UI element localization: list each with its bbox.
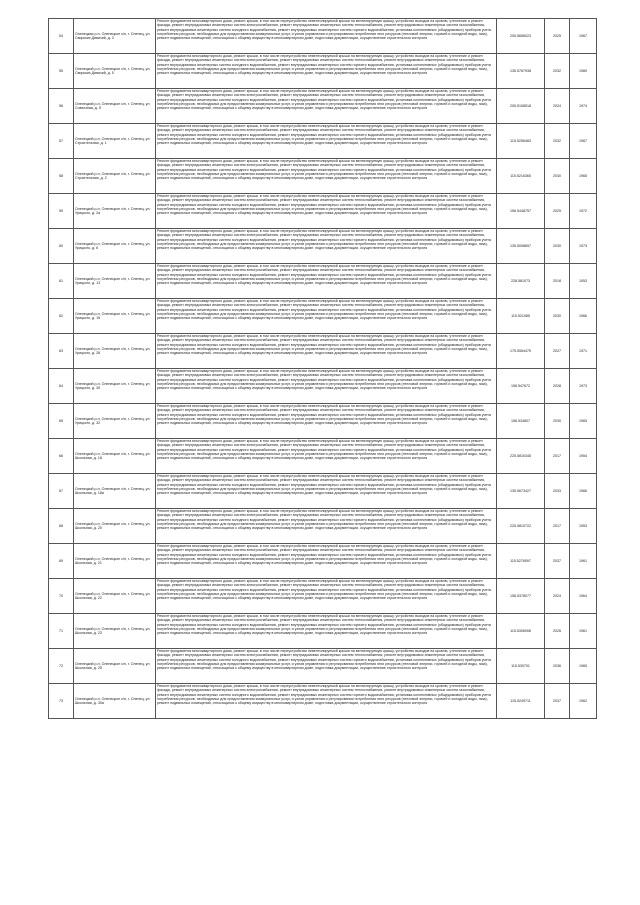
- year-a: 2024: [545, 89, 570, 124]
- table-row: [49, 369, 597, 404]
- address-cell: Оленецкий р-н, Оленецкое с/п, г. Оленец, ул. Совхозная, д. 5: [74, 89, 156, 124]
- works-cell: [156, 474, 497, 509]
- address-cell: Оленецкий р-н, Оленецкое с/п, г. Оленец, ул. Школьная, д. 23: [74, 614, 156, 649]
- year-b: 1965: [570, 404, 597, 439]
- address-cell: Оленецкий р-н, Оленецкое с/п, г. Оленец, ул. Урицкого, д. 6: [74, 229, 156, 264]
- works-cell: [156, 54, 497, 89]
- cadastral-value: 115.5256483: [497, 124, 545, 159]
- address-cell: Оленецкий р-н, Оленецкое с/п, г. Оленец, ул. Школьная, д. 25: [74, 649, 156, 684]
- row-number: 55: [49, 54, 74, 89]
- table-row: [49, 299, 597, 334]
- table-row: [49, 439, 597, 474]
- works-cell: [156, 229, 497, 264]
- year-b: 1973: [570, 229, 597, 264]
- year-b: 1967: [570, 19, 597, 54]
- year-b: 1966: [570, 474, 597, 509]
- year-b: 1962: [570, 684, 597, 719]
- year-a: 2017: [545, 509, 570, 544]
- year-b: 1973: [570, 369, 597, 404]
- table-row: [49, 124, 597, 159]
- works-text: Ремонт фундамента многоквартирного дома, ремонт крыши, в том числе переустройство невентилируемой крыши на вентилируемую крышу, устройство выходов на кровлю, утепление и ремонт фасада, ремонт внутридомовых инженерных систем электроснабжения, ремонт внутридомовых инженерных систем теплоснабжения, ремонт внутридомовых инженерных систем газоснабжения, ремонт внутридомовых инженерных систем холодного водоснабжения, ремонт внутридомовых инженерных систем горячего водоснабжения, установка коллективных (общедомовых) приборов учета потребления ресурсов, необходимых для предоставления коммунальных услуг, и узлов управления и регулирования потребления этих ресурсов (тепловой энергии, горячей и холодной воды, газа), ремонт подвальных помещений, относящихся к общему имуществу в многоквартирном доме, подготовка документации, осуществление строительного контроля: [157, 89, 491, 111]
- cadastral-value: 115.5306908: [497, 614, 545, 649]
- cadastral-value: 135.5767938: [497, 54, 545, 89]
- year-b: 1961: [570, 614, 597, 649]
- works-text: Ремонт фундамента многоквартирного дома, ремонт крыши, в том числе переустройство невентилируемой крыши на вентилируемую крышу, устройство выходов на кровлю, утепление и ремонт фасада, ремонт внутридомовых инженерных систем электроснабжения, ремонт внутридомовых инженерных систем теплоснабжения, ремонт внутридомовых инженерных систем газоснабжения, ремонт внутридомовых инженерных систем холодного водоснабжения, ремонт внутридомовых инженерных систем горячего водоснабжения, установка коллективных (общедомовых) приборов учета потребления ресурсов, необходимых для предоставления коммунальных услуг, и узлов управления и регулирования потребления этих ресурсов (тепловой энергии, горячей и холодной воды, газа), ремонт подвальных помещений, относящихся к общему имуществу в многоквартирном доме, подготовка документации, осуществление строительного контроля: [157, 614, 491, 636]
- cadastral-value: 175.5554475: [497, 334, 545, 369]
- row-number: 70: [49, 579, 74, 614]
- year-a: 2025: [545, 19, 570, 54]
- works-text: Ремонт фундамента многоквартирного дома, ремонт крыши, в том числе переустройство невентилируемой крыши на вентилируемую крышу, устройство выходов на кровлю, утепление и ремонт фасада, ремонт внутридомовых инженерных систем электроснабжения, ремонт внутридомовых инженерных систем теплоснабжения, ремонт внутридомовых инженерных систем газоснабжения, ремонт внутридомовых инженерных систем холодного водоснабжения, ремонт внутридомовых инженерных систем горячего водоснабжения, установка коллективных (общедомовых) приборов учета потребления ресурсов, необходимых для предоставления коммунальных услуг, и узлов управления и регулирования потребления этих ресурсов (тепловой энергии, горячей и холодной воды, газа), ремонт подвальных помещений, относящихся к общему имуществу в многоквартирном доме, подготовка документации, осуществление строительного контроля: [157, 649, 491, 671]
- row-number: 58: [49, 159, 74, 194]
- year-b: 1964: [570, 579, 597, 614]
- cadastral-value: 115.530701: [497, 649, 545, 684]
- address-cell: Оленецкий р-н, Оленецкое с/п, г. Оленец, ул. Школьная, д. 21: [74, 544, 156, 579]
- cadastral-value: 115.5216365: [497, 159, 545, 194]
- works-cell: [156, 579, 497, 614]
- year-a: 2036: [545, 649, 570, 684]
- row-number: 64: [49, 369, 74, 404]
- works-text: Ремонт фундамента многоквартирного дома, ремонт крыши, в том числе переустройство невентилируемой крыши на вентилируемую крышу, устройство выходов на кровлю, утепление и ремонт фасада, ремонт внутридомовых инженерных систем электроснабжения, ремонт внутридомовых инженерных систем теплоснабжения, ремонт внутридомовых инженерных систем газоснабжения, ремонт внутридомовых инженерных систем холодного водоснабжения, ремонт внутридомовых инженерных систем горячего водоснабжения, установка коллективных (общедомовых) приборов учета потребления ресурсов, необходимых для предоставления коммунальных услуг, и узлов управления и регулирования потребления этих ресурсов (тепловой энергии, горячей и холодной воды, газа), ремонт подвальных помещений, относящихся к общему имуществу в многоквартирном доме, подготовка документации, осуществление строительного контроля: [157, 334, 491, 356]
- cadastral-value: 156.547672: [497, 369, 545, 404]
- capital-repair-table: [48, 18, 597, 719]
- address-cell: Оленецкий р-н, Оленецкое с/п, г. Оленец, ул. Школьная, д. 18а: [74, 474, 156, 509]
- year-a: 2028: [545, 369, 570, 404]
- cadastral-value: 205.5656023: [497, 19, 545, 54]
- cadastral-value: 228.581073: [497, 264, 545, 299]
- table-row: [49, 264, 597, 299]
- address-cell: Оленецкий р-н, Оленецкое с/п, г. Оленец, ул. Урицкого, д. 15: [74, 299, 156, 334]
- cadastral-value: 205.5108518: [497, 89, 545, 124]
- works-cell: [156, 614, 497, 649]
- works-cell: [156, 649, 497, 684]
- address-cell: Оленецкий р-н, Оленецкое с/п, г. Оленец, ул. Урицкого, д. 2а: [74, 194, 156, 229]
- works-cell: [156, 299, 497, 334]
- works-text: Ремонт фундамента многоквартирного дома, ремонт крыши, в том числе переустройство невентилируемой крыши на вентилируемую крышу, устройство выходов на кровлю, утепление и ремонт фасада, ремонт внутридомовых инженерных систем электроснабжения, ремонт внутридомовых инженерных систем теплоснабжения, ремонт внутридомовых инженерных систем газоснабжения, ремонт внутридомовых инженерных систем холодного водоснабжения, ремонт внутридомовых инженерных систем горячего водоснабжения, установка коллективных (общедомовых) приборов учета потребления ресурсов, необходимых для предоставления коммунальных услуг, и узлов управления и регулирования потребления этих ресурсов (тепловой энергии, горячей и холодной воды, газа), ремонт подвальных помещений, относящихся к общему имуществу в многоквартирном доме, подготовка документации, осуществление строительного контроля: [157, 19, 491, 41]
- row-number: 54: [49, 19, 74, 54]
- year-a: 2030: [545, 299, 570, 334]
- address-cell: Оленецкий р-н, Оленецкое с/п, г. Оленец, ул. Школьная, д. 30а: [74, 684, 156, 719]
- cadastral-value: 115.5276597: [497, 544, 545, 579]
- works-text: Ремонт фундамента многоквартирного дома, ремонт крыши, в том числе переустройство невентилируемой крыши на вентилируемую крышу, устройство выходов на кровлю, утепление и ремонт фасада, ремонт внутридомовых инженерных систем электроснабжения, ремонт внутридомовых инженерных систем теплоснабжения, ремонт внутридомовых инженерных систем газоснабжения, ремонт внутридомовых инженерных систем холодного водоснабжения, ремонт внутридомовых инженерных систем горячего водоснабжения, установка коллективных (общедомовых) приборов учета потребления ресурсов, необходимых для предоставления коммунальных услуг, и узлов управления и регулирования потребления этих ресурсов (тепловой энергии, горячей и холодной воды, газа), ремонт подвальных помещений, относящихся к общему имуществу в многоквартирном доме, подготовка документации, осуществление строительного контроля: [157, 474, 491, 496]
- works-text: Ремонт фундамента многоквартирного дома, ремонт крыши, в том числе переустройство невентилируемой крыши на вентилируемую крышу, устройство выходов на кровлю, утепление и ремонт фасада, ремонт внутридомовых инженерных систем электроснабжения, ремонт внутридомовых инженерных систем теплоснабжения, ремонт внутридомовых инженерных систем газоснабжения, ремонт внутридомовых инженерных систем холодного водоснабжения, ремонт внутридомовых инженерных систем горячего водоснабжения, установка коллективных (общедомовых) приборов учета потребления ресурсов, необходимых для предоставления коммунальных услуг, и узлов управления и регулирования потребления этих ресурсов (тепловой энергии, горячей и холодной воды, газа), ремонт подвальных помещений, относящихся к общему имуществу в многоквартирном доме, подготовка документации, осуществление строительного контроля: [157, 369, 491, 391]
- year-b: 1965: [570, 649, 597, 684]
- year-a: 2032: [545, 54, 570, 89]
- row-number: 72: [49, 649, 74, 684]
- table-row: [49, 334, 597, 369]
- row-number: 69: [49, 544, 74, 579]
- year-a: 2017: [545, 439, 570, 474]
- year-a: 2037: [545, 544, 570, 579]
- works-cell: [156, 194, 497, 229]
- year-a: 2030: [545, 229, 570, 264]
- cadastral-value: 225.5810345: [497, 439, 545, 474]
- works-text: Ремонт фундамента многоквартирного дома, ремонт крыши, в том числе переустройство невентилируемой крыши на вентилируемую крышу, устройство выходов на кровлю, утепление и ремонт фасада, ремонт внутридомовых инженерных систем электроснабжения, ремонт внутридомовых инженерных систем теплоснабжения, ремонт внутридомовых инженерных систем газоснабжения, ремонт внутридомовых инженерных систем холодного водоснабжения, ремонт внутридомовых инженерных систем горячего водоснабжения, установка коллективных (общедомовых) приборов учета потребления ресурсов, необходимых для предоставления коммунальных услуг, и узлов управления и регулирования потребления этих ресурсов (тепловой энергии, горячей и холодной воды, газа), ремонт подвальных помещений, относящихся к общему имуществу в многоквартирном доме, подготовка документации, осуществление строительного контроля: [157, 509, 491, 531]
- address-cell: Оленецкий р-н, Оленецкое с/п, г. Оленец, ул. Урицкого, д. 13: [74, 264, 156, 299]
- table-row: [49, 614, 597, 649]
- works-text: Ремонт фундамента многоквартирного дома, ремонт крыши, в том числе переустройство невентилируемой крыши на вентилируемую крышу, устройство выходов на кровлю, утепление и ремонт фасада, ремонт внутридомовых инженерных систем электроснабжения, ремонт внутридомовых инженерных систем теплоснабжения, ремонт внутридомовых инженерных систем газоснабжения, ремонт внутридомовых инженерных систем холодного водоснабжения, ремонт внутридомовых инженерных систем горячего водоснабжения, установка коллективных (общедомовых) приборов учета потребления ресурсов, необходимых для предоставления коммунальных услуг, и узлов управления и регулирования потребления этих ресурсов (тепловой энергии, горячей и холодной воды, газа), ремонт подвальных помещений, относящихся к общему имуществу в многоквартирном доме, подготовка документации, осуществление строительного контроля: [157, 579, 491, 601]
- address-cell: Оленецкая р-н, Оленецкое с/п, г. Оленец, ул. Свирских Дивизий, д. 3: [74, 19, 156, 54]
- works-cell: [156, 19, 497, 54]
- table-row: [49, 19, 597, 54]
- row-number: 62: [49, 299, 74, 334]
- row-number: 59: [49, 194, 74, 229]
- row-number: 66: [49, 439, 74, 474]
- works-text: Ремонт фундамента многоквартирного дома, ремонт крыши, в том числе переустройство невентилируемой крыши на вентилируемую крышу, устройство выходов на кровлю, утепление и ремонт фасада, ремонт внутридомовых инженерных систем электроснабжения, ремонт внутридомовых инженерных систем теплоснабжения, ремонт внутридомовых инженерных систем газоснабжения, ремонт внутридомовых инженерных систем холодного водоснабжения, ремонт внутридомовых инженерных систем горячего водоснабжения, установка коллективных (общедомовых) приборов учета потребления ресурсов, необходимых для предоставления коммунальных услуг, и узлов управления и регулирования потребления этих ресурсов (тепловой энергии, горячей и холодной воды, газа), ремонт подвальных помещений, относящихся к общему имуществу в многоквартирном доме, подготовка документации, осуществление строительного контроля: [157, 299, 491, 321]
- year-b: 1980: [570, 54, 597, 89]
- year-b: 1967: [570, 124, 597, 159]
- year-b: 1965: [570, 159, 597, 194]
- address-cell: Оленецкий р-н, Оленецкое с/п, г. Оленец, ул. Урицкого, д. 32: [74, 404, 156, 439]
- row-number: 67: [49, 474, 74, 509]
- cadastral-value: 156.534807: [497, 404, 545, 439]
- row-number: 57: [49, 124, 74, 159]
- cadastral-value: 156.5378077: [497, 579, 545, 614]
- works-cell: [156, 404, 497, 439]
- table-row: [49, 159, 597, 194]
- address-cell: Оленецкий р-н, Оленецкое с/п, г. Оленец, ул. Школьная, д. 22: [74, 579, 156, 614]
- table-row: [49, 229, 597, 264]
- works-cell: [156, 334, 497, 369]
- works-cell: [156, 89, 497, 124]
- works-text: Ремонт фундамента многоквартирного дома, ремонт крыши, в том числе переустройство невентилируемой крыши на вентилируемую крышу, устройство выходов на кровлю, утепление и ремонт фасада, ремонт внутридомовых инженерных систем электроснабжения, ремонт внутридомовых инженерных систем теплоснабжения, ремонт внутридомовых инженерных систем газоснабжения, ремонт внутридомовых инженерных систем холодного водоснабжения, ремонт внутридомовых инженерных систем горячего водоснабжения, установка коллективных (общедомовых) приборов учета потребления ресурсов, необходимых для предоставления коммунальных услуг, и узлов управления и регулирования потребления этих ресурсов (тепловой энергии, горячей и холодной воды, газа), ремонт подвальных помещений, относящихся к общему имуществу в многоквартирном доме, подготовка документации, осуществление строительного контроля: [157, 124, 491, 146]
- year-a: 2018: [545, 264, 570, 299]
- works-cell: [156, 544, 497, 579]
- row-number: 60: [49, 229, 74, 264]
- year-a: 2030: [545, 159, 570, 194]
- cadastral-value: 156.5448757: [497, 194, 545, 229]
- works-cell: [156, 439, 497, 474]
- table-row: [49, 404, 597, 439]
- year-b: 1954: [570, 439, 597, 474]
- year-a: 2032: [545, 124, 570, 159]
- works-text: Ремонт фундамента многоквартирного дома, ремонт крыши, в том числе переустройство невентилируемой крыши на вентилируемую крышу, устройство выходов на кровлю, утепление и ремонт фасада, ремонт внутридомовых инженерных систем электроснабжения, ремонт внутридомовых инженерных систем теплоснабжения, ремонт внутридомовых инженерных систем газоснабжения, ремонт внутридомовых инженерных систем холодного водоснабжения, ремонт внутридомовых инженерных систем горячего водоснабжения, установка коллективных (общедомовых) приборов учета потребления ресурсов, необходимых для предоставления коммунальных услуг, и узлов управления и регулирования потребления этих ресурсов (тепловой энергии, горячей и холодной воды, газа), ремонт подвальных помещений, относящихся к общему имуществу в многоквартирном доме, подготовка документации, осуществление строительного контроля: [157, 684, 491, 706]
- year-b: 1961: [570, 544, 597, 579]
- year-b: 1971: [570, 334, 597, 369]
- cadastral-value: 135.5008657: [497, 229, 545, 264]
- works-text: Ремонт фундамента многоквартирного дома, ремонт крыши, в том числе переустройство невентилируемой крыши на вентилируемую крышу, устройство выходов на кровлю, утепление и ремонт фасада, ремонт внутридомовых инженерных систем электроснабжения, ремонт внутридомовых инженерных систем теплоснабжения, ремонт внутридомовых инженерных систем газоснабжения, ремонт внутридомовых инженерных систем холодного водоснабжения, ремонт внутридомовых инженерных систем горячего водоснабжения, установка коллективных (общедомовых) приборов учета потребления ресурсов, необходимых для предоставления коммунальных услуг, и узлов управления и регулирования потребления этих ресурсов (тепловой энергии, горячей и холодной воды, газа), ремонт подвальных помещений, относящихся к общему имуществу в многоквартирном доме, подготовка документации, осуществление строительного контроля: [157, 54, 491, 76]
- address-cell: Оленецкий р-н, Оленецкое с/п, г. Оленец, ул. Свирских Дивизий, д. 5: [74, 54, 156, 89]
- year-a: 2024: [545, 579, 570, 614]
- table-row: [49, 474, 597, 509]
- works-cell: [156, 159, 497, 194]
- table-row: [49, 509, 597, 544]
- year-a: 2029: [545, 194, 570, 229]
- works-cell: [156, 369, 497, 404]
- row-number: 65: [49, 404, 74, 439]
- table-row: [49, 194, 597, 229]
- address-cell: Оленецкий р-н, Оленецкое с/п, г. Оленец, ул. Школьная, д. 18: [74, 439, 156, 474]
- table-row: [49, 54, 597, 89]
- works-text: Ремонт фундамента многоквартирного дома, ремонт крыши, в том числе переустройство невентилируемой крыши на вентилируемую крышу, устройство выходов на кровлю, утепление и ремонт фасада, ремонт внутридомовых инженерных систем электроснабжения, ремонт внутридомовых инженерных систем теплоснабжения, ремонт внутридомовых инженерных систем газоснабжения, ремонт внутридомовых инженерных систем холодного водоснабжения, ремонт внутридомовых инженерных систем горячего водоснабжения, установка коллективных (общедомовых) приборов учета потребления ресурсов, необходимых для предоставления коммунальных услуг, и узлов управления и регулирования потребления этих ресурсов (тепловой энергии, горячей и холодной воды, газа), ремонт подвальных помещений, относящихся к общему имуществу в многоквартирном доме, подготовка документации, осуществление строительного контроля: [157, 229, 491, 251]
- table-row: [49, 544, 597, 579]
- year-b: 1966: [570, 299, 597, 334]
- works-cell: [156, 124, 497, 159]
- works-text: Ремонт фундамента многоквартирного дома, ремонт крыши, в том числе переустройство невентилируемой крыши на вентилируемую крышу, устройство выходов на кровлю, утепление и ремонт фасада, ремонт внутридомовых инженерных систем электроснабжения, ремонт внутридомовых инженерных систем теплоснабжения, ремонт внутридомовых инженерных систем газоснабжения, ремонт внутридомовых инженерных систем холодного водоснабжения, ремонт внутридомовых инженерных систем горячего водоснабжения, установка коллективных (общедомовых) приборов учета потребления ресурсов, необходимых для предоставления коммунальных услуг, и узлов управления и регулирования потребления этих ресурсов (тепловой энергии, горячей и холодной воды, газа), ремонт подвальных помещений, относящихся к общему имуществу в многоквартирном доме, подготовка документации, осуществление строительного контроля: [157, 159, 491, 181]
- table-row: [49, 579, 597, 614]
- year-b: 1953: [570, 509, 597, 544]
- cadastral-value: 115.5249711: [497, 684, 545, 719]
- year-a: 2037: [545, 684, 570, 719]
- address-cell: Оленецкий р-н, Оленецкое с/п, г. Оленец, ул. Строительная, д. 1: [74, 124, 156, 159]
- table-row: [49, 89, 597, 124]
- table-body: [49, 19, 597, 719]
- row-number: 71: [49, 614, 74, 649]
- address-cell: Оленецкий р-н, Оленецкое с/п, г. Оленец, ул. Строительная, д. 2: [74, 159, 156, 194]
- works-cell: [156, 264, 497, 299]
- works-cell: [156, 509, 497, 544]
- year-a: 2033: [545, 474, 570, 509]
- address-cell: Оленецкий р-н, Оленецкое с/п, г. Оленец, ул. Урицкого, д. 30: [74, 369, 156, 404]
- year-a: 2026: [545, 614, 570, 649]
- row-number: 56: [49, 89, 74, 124]
- address-cell: Оленецкий р-н, Оленецкое с/п, г. Оленец, ул. Урицкого, д. 26: [74, 334, 156, 369]
- works-text: Ремонт фундамента многоквартирного дома, ремонт крыши, в том числе переустройство невентилируемой крыши на вентилируемую крышу, устройство выходов на кровлю, утепление и ремонт фасада, ремонт внутридомовых инженерных систем электроснабжения, ремонт внутридомовых инженерных систем теплоснабжения, ремонт внутридомовых инженерных систем газоснабжения, ремонт внутридомовых инженерных систем холодного водоснабжения, ремонт внутридомовых инженерных систем горячего водоснабжения, установка коллективных (общедомовых) приборов учета потребления ресурсов, необходимых для предоставления коммунальных услуг, и узлов управления и регулирования потребления этих ресурсов (тепловой энергии, горячей и холодной воды, газа), ремонт подвальных помещений, относящихся к общему имуществу в многоквартирном доме, подготовка документации, осуществление строительного контроля: [157, 439, 491, 461]
- cadastral-value: 135.5673427: [497, 474, 545, 509]
- table-row: [49, 649, 597, 684]
- row-number: 68: [49, 509, 74, 544]
- works-text: Ремонт фундамента многоквартирного дома, ремонт крыши, в том числе переустройство невентилируемой крыши на вентилируемую крышу, устройство выходов на кровлю, утепление и ремонт фасада, ремонт внутридомовых инженерных систем электроснабжения, ремонт внутридомовых инженерных систем теплоснабжения, ремонт внутридомовых инженерных систем газоснабжения, ремонт внутридомовых инженерных систем холодного водоснабжения, ремонт внутридомовых инженерных систем горячего водоснабжения, установка коллективных (общедомовых) приборов учета потребления ресурсов, необходимых для предоставления коммунальных услуг, и узлов управления и регулирования потребления этих ресурсов (тепловой энергии, горячей и холодной воды, газа), ремонт подвальных помещений, относящихся к общему имуществу в многоквартирном доме, подготовка документации, осуществление строительного контроля: [157, 544, 491, 566]
- address-cell: Оленецкий р-н, Оленецкое с/п, г. Оленец, ул. Школьная, д. 20: [74, 509, 156, 544]
- cadastral-value: 115.521985: [497, 299, 545, 334]
- cadastral-value: 225.5810722: [497, 509, 545, 544]
- works-text: Ремонт фундамента многоквартирного дома, ремонт крыши, в том числе переустройство невентилируемой крыши на вентилируемую крышу, устройство выходов на кровлю, утепление и ремонт фасада, ремонт внутридомовых инженерных систем электроснабжения, ремонт внутридомовых инженерных систем теплоснабжения, ремонт внутридомовых инженерных систем газоснабжения, ремонт внутридомовых инженерных систем холодного водоснабжения, ремонт внутридомовых инженерных систем горячего водоснабжения, установка коллективных (общедомовых) приборов учета потребления ресурсов, необходимых для предоставления коммунальных услуг, и узлов управления и регулирования потребления этих ресурсов (тепловой энергии, горячей и холодной воды, газа), ремонт подвальных помещений, относящихся к общему имуществу в многоквартирном доме, подготовка документации, осуществление строительного контроля: [157, 404, 491, 426]
- year-b: 1953: [570, 264, 597, 299]
- year-b: 1974: [570, 89, 597, 124]
- table-row: [49, 684, 597, 719]
- works-cell: [156, 684, 497, 719]
- works-text: Ремонт фундамента многоквартирного дома, ремонт крыши, в том числе переустройство невентилируемой крыши на вентилируемую крышу, устройство выходов на кровлю, утепление и ремонт фасада, ремонт внутридомовых инженерных систем электроснабжения, ремонт внутридомовых инженерных систем теплоснабжения, ремонт внутридомовых инженерных систем газоснабжения, ремонт внутридомовых инженерных систем холодного водоснабжения, ремонт внутридомовых инженерных систем горячего водоснабжения, установка коллективных (общедомовых) приборов учета потребления ресурсов, необходимых для предоставления коммунальных услуг, и узлов управления и регулирования потребления этих ресурсов (тепловой энергии, горячей и холодной воды, газа), ремонт подвальных помещений, относящихся к общему имуществу в многоквартирном доме, подготовка документации, осуществление строительного контроля: [157, 264, 491, 286]
- works-text: Ремонт фундамента многоквартирного дома, ремонт крыши, в том числе переустройство невентилируемой крыши на вентилируемую крышу, устройство выходов на кровлю, утепление и ремонт фасада, ремонт внутридомовых инженерных систем электроснабжения, ремонт внутридомовых инженерных систем теплоснабжения, ремонт внутридомовых инженерных систем газоснабжения, ремонт внутридомовых инженерных систем холодного водоснабжения, ремонт внутридомовых инженерных систем горячего водоснабжения, установка коллективных (общедомовых) приборов учета потребления ресурсов, необходимых для предоставления коммунальных услуг, и узлов управления и регулирования потребления этих ресурсов (тепловой энергии, горячей и холодной воды, газа), ремонт подвальных помещений, относящихся к общему имуществу в многоквартирном доме, подготовка документации, осуществление строительного контроля: [157, 194, 491, 216]
- year-a: 2027: [545, 334, 570, 369]
- row-number: 61: [49, 264, 74, 299]
- year-b: 1972: [570, 194, 597, 229]
- row-number: 63: [49, 334, 74, 369]
- row-number: 73: [49, 684, 74, 719]
- year-a: 2030: [545, 404, 570, 439]
